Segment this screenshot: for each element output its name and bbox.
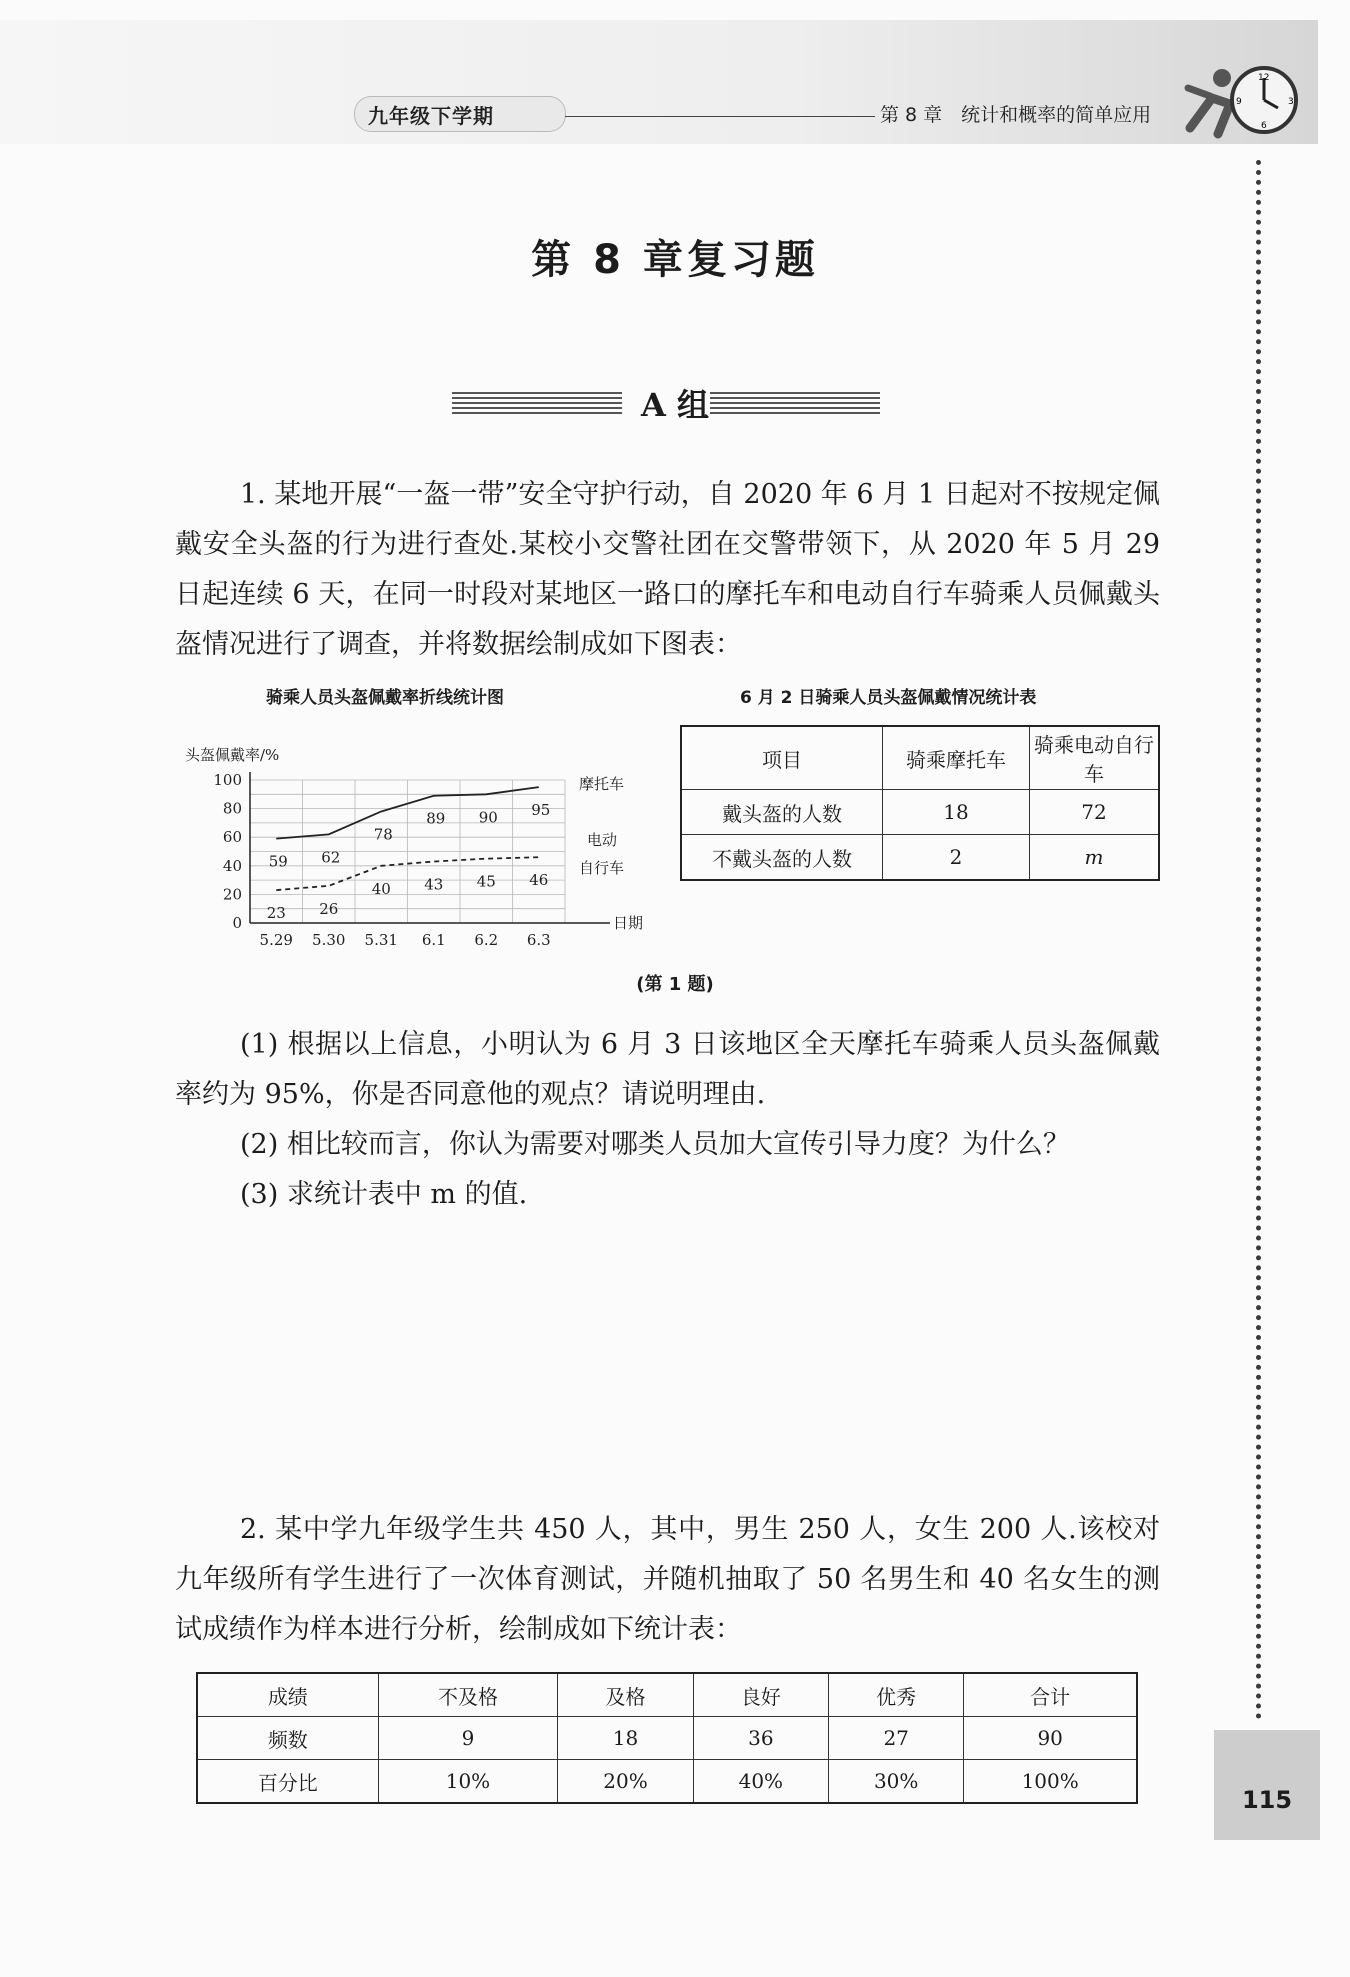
table-cell: 27	[829, 1717, 964, 1760]
table-header-cell: 项目	[681, 726, 883, 790]
data-label: 26	[319, 899, 339, 918]
svg-text:3: 3	[1288, 97, 1294, 107]
x-axis-label: 日期	[613, 914, 644, 932]
y-tick-label: 40	[222, 856, 242, 875]
question-1-sub2: (2) 相比较而言，你认为需要对哪类人员加大宣传引导力度？为什么？	[240, 1129, 1070, 1160]
table-header-cell: 骑乘电动自行车	[1030, 726, 1160, 790]
y-tick-label: 60	[222, 828, 242, 847]
data-label: 45	[476, 872, 496, 891]
table-row	[197, 1760, 1137, 1804]
table-header-cell: 合计	[964, 1673, 1137, 1717]
data-label: 89	[426, 809, 446, 828]
table-cell: 戴头盔的人数	[681, 790, 883, 835]
x-tick-label: 6.1	[421, 931, 446, 949]
header-chapter: 第 8 章 统计和概率的简单应用	[880, 104, 1152, 126]
table-header-cell: 成绩	[197, 1673, 378, 1717]
data-label: 95	[531, 801, 551, 820]
table-cell: 频数	[197, 1717, 378, 1760]
svg-text:6: 6	[1261, 121, 1267, 131]
table-row	[681, 790, 1159, 835]
table-cell: 百分比	[197, 1760, 378, 1804]
data-label: 59	[268, 852, 288, 871]
series-label: 自行车	[579, 859, 625, 878]
page-number-box	[1214, 1730, 1320, 1840]
svg-text:9: 9	[1236, 97, 1242, 107]
table-header-cell: 不及格	[378, 1673, 558, 1717]
table-cell: 72	[1030, 790, 1160, 835]
table-cell: 不戴头盔的人数	[681, 835, 883, 881]
runner-clock-icon	[1160, 58, 1306, 140]
table-cell: 2	[883, 835, 1030, 881]
data-label: 90	[478, 808, 498, 827]
table-cell: 36	[693, 1717, 828, 1760]
table-cell: 18	[558, 1717, 693, 1760]
x-tick-label: 6.3	[526, 931, 551, 949]
helmet-rate-line-chart	[175, 735, 655, 965]
page-number: 115	[1241, 1786, 1293, 1814]
table1-helmet-stats	[680, 725, 1160, 881]
table-row	[681, 726, 1159, 790]
y-tick-label: 0	[232, 914, 242, 932]
table-row	[681, 835, 1159, 881]
table1-title: 6 月 2 日骑乘人员头盔佩戴情况统计表	[740, 688, 1037, 708]
group-heading: A 组	[641, 386, 709, 424]
table-cell: 18	[883, 790, 1030, 835]
question-1-sub1: (1) 根据以上信息，小明认为 6 月 3 日该地区全天摩托车骑乘人员头盔佩戴率约为 95%，你是否同意他的观点？请说明理由.	[175, 1029, 1160, 1110]
table-cell: 10%	[378, 1760, 558, 1804]
header-grade: 九年级下学期	[368, 104, 494, 128]
table-cell: 30%	[829, 1760, 964, 1804]
table-row	[197, 1673, 1137, 1717]
x-tick-label: 6.2	[474, 931, 499, 949]
table2-score-stats	[196, 1672, 1138, 1804]
y-tick-label: 100	[213, 771, 242, 789]
table-header-cell: 优秀	[829, 1673, 964, 1717]
x-tick-label: 5.31	[364, 931, 398, 949]
data-label: 23	[266, 904, 286, 923]
header-divider	[565, 116, 875, 117]
question-2-intro: 2. 某中学九年级学生共 450 人，其中，男生 250 人，女生 200 人.该校对九年级所有学生进行了一次体育测试，并随机抽取了 50 名男生和 40 名女生的测试成绩作为样本进行分析，绘制成如下统计表：	[175, 1514, 1160, 1645]
page-title: 第 8 章复习题	[531, 237, 819, 283]
table-row	[197, 1717, 1137, 1760]
series-label: 摩托车	[579, 775, 625, 794]
y-tick-label: 20	[222, 885, 242, 904]
question-1-subparts	[175, 1020, 1160, 1220]
svg-text:12: 12	[1258, 73, 1270, 83]
data-label: 62	[321, 848, 341, 867]
table-cell: m	[1030, 835, 1160, 881]
x-tick-label: 5.30	[312, 931, 346, 949]
table-cell: 90	[964, 1717, 1137, 1760]
table-cell: 20%	[558, 1760, 693, 1804]
x-tick-label: 5.29	[259, 931, 293, 949]
data-label: 43	[424, 875, 444, 894]
y-axis-label: 头盔佩戴率/%	[185, 746, 280, 764]
table-cell: 9	[378, 1717, 558, 1760]
question-2-text	[175, 1505, 1160, 1655]
table-header-cell: 及格	[558, 1673, 693, 1717]
table-cell: 100%	[964, 1760, 1137, 1804]
data-label: 46	[529, 871, 549, 890]
question-1-intro: 1. 某地开展“一盔一带”安全守护行动，自 2020 年 6 月 1 日起对不按规定佩戴安全头盔的行为进行查处.某校小交警社团在交警带领下，从 2020 年 5 月 29 日起连续 6 天，在同一时段对某地区一路口的摩托车和电动自行车骑乘人员佩戴头盔情况进行了调查，并将数据绘制成如下图表：	[175, 479, 1160, 660]
figure-caption: (第 1 题)	[636, 974, 714, 995]
data-label: 78	[373, 825, 393, 844]
table-header-cell: 骑乘摩托车	[883, 726, 1030, 790]
data-label: 40	[371, 879, 391, 898]
chart-title: 骑乘人员头盔佩戴率折线统计图	[266, 688, 504, 708]
question-1-text	[175, 470, 1160, 670]
series-label: 电动	[587, 831, 618, 850]
y-tick-label: 80	[222, 799, 242, 818]
table-header-cell: 良好	[693, 1673, 828, 1717]
table-cell: 40%	[693, 1760, 828, 1804]
question-1-sub3: (3) 求统计表中 m 的值.	[240, 1179, 528, 1210]
